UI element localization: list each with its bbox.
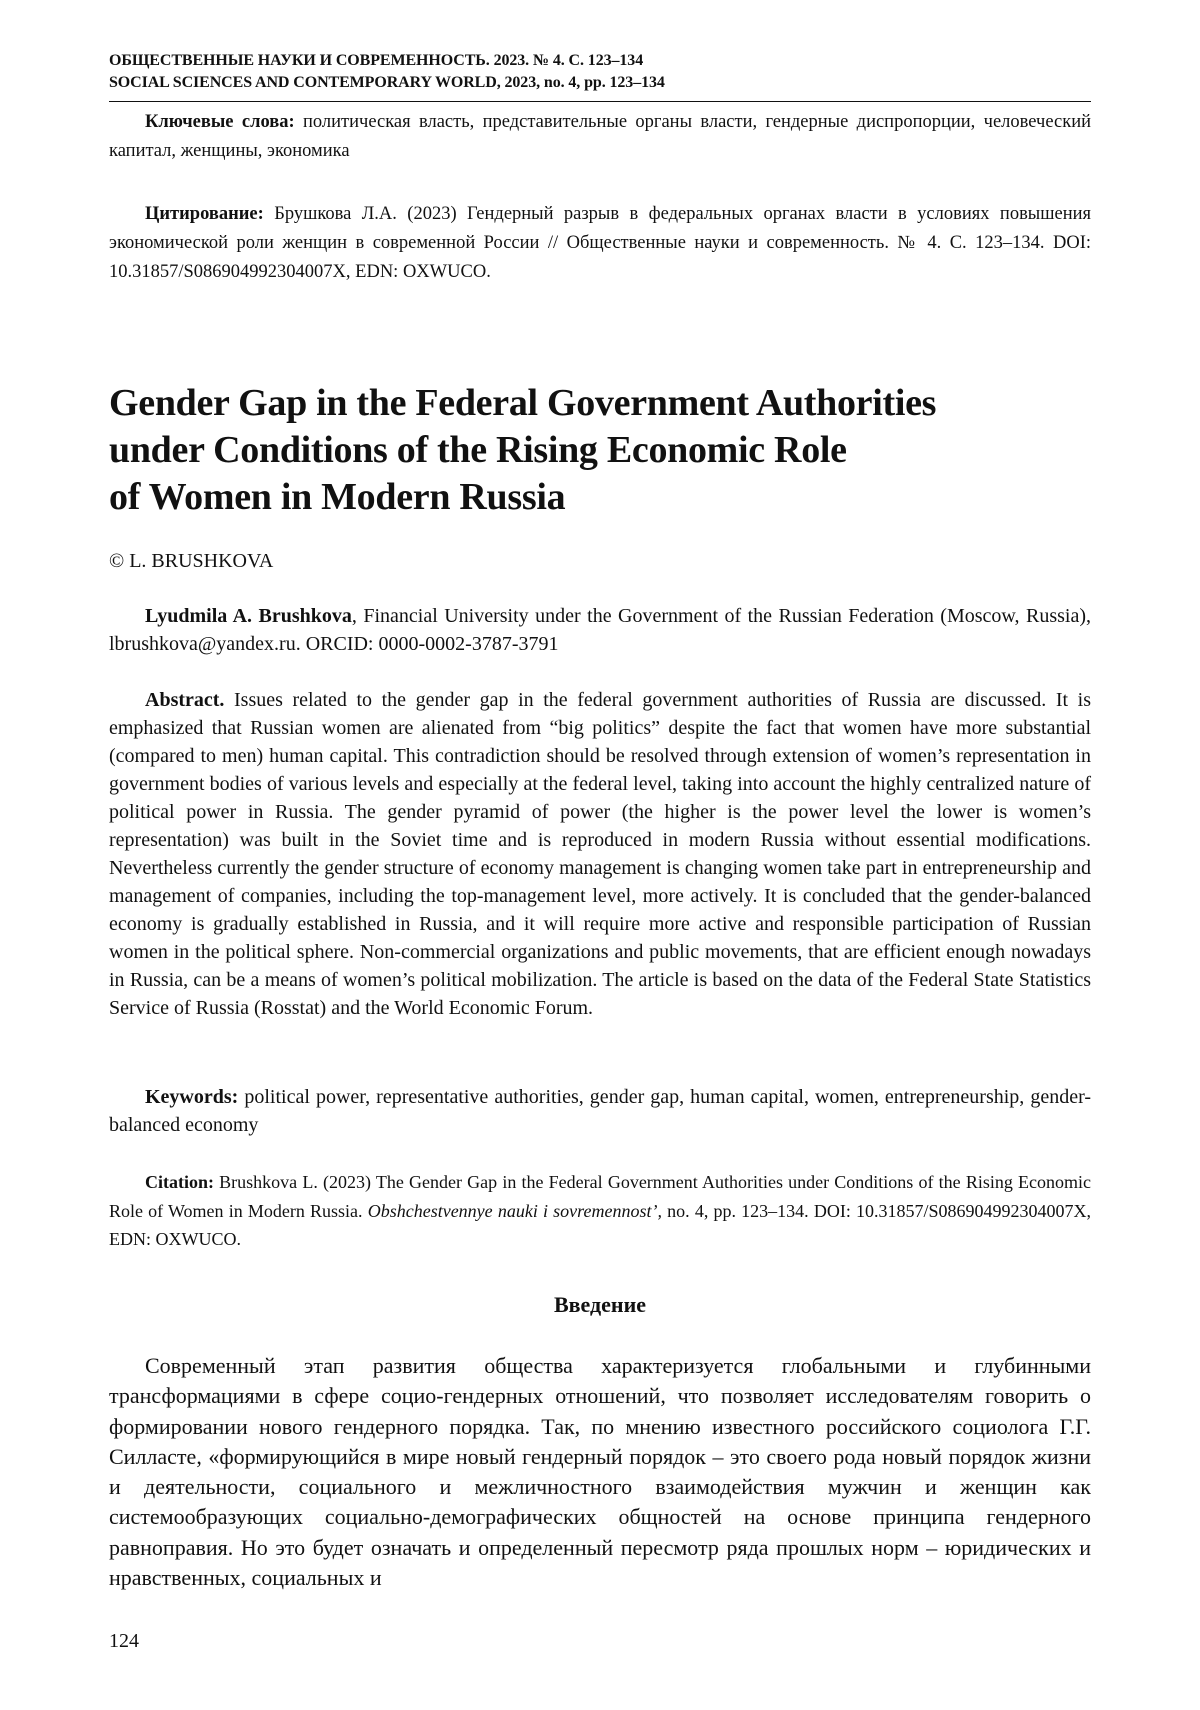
citation-ru-text: Брушкова Л.А. (2023) Гендерный разрыв в федеральных органах власти в условиях повышения экономической роли женщин в современной России // Общественные науки и современность. № 4. С. 123–134. DOI: 10.31857/S086904992304007X, EDN: OXWUCO. (109, 204, 1091, 282)
citation-en-text-before: Brushkova L. (2023) The Gender Gap in the Federal Government Authorities under Conditions of the Rising Economic Role of Women in Modern Russia. (109, 1172, 1091, 1221)
citation-en-text-after: no. 4, pp. 123–134. DOI: 10.31857/S086904992304007X, EDN: OXWUCO. (109, 1200, 1092, 1249)
keywords-en-text: political power, representative authorities, gender gap, human capital, women, entrepreneurship, gender-balanced economy (109, 1086, 1091, 1136)
article-title-line-3: of Women in Modern Russia (109, 476, 566, 518)
keywords-ru-label: Ключевые слова: (145, 112, 295, 132)
citation-ru-label: Цитирование: (145, 204, 264, 224)
citation-ru (109, 200, 1091, 287)
running-header (109, 50, 1091, 94)
keywords-en-label: Keywords: (145, 1086, 239, 1108)
page-number: 124 (109, 1630, 139, 1652)
article-title-line-2: under Conditions of the Rising Economic Role (109, 429, 847, 471)
running-header-ru: ОБЩЕСТВЕННЫЕ НАУКИ И СОВРЕМЕННОСТЬ. 2023. № 4. С. 123–134 (109, 52, 644, 69)
author-affiliation (109, 602, 1091, 658)
keywords-en (109, 1083, 1091, 1139)
keywords-ru (109, 108, 1091, 166)
citation-en-journal: Obshchestvennye nauki i sovremennost’, (367, 1200, 662, 1221)
author-details: , Financial University under the Government of the Russian Federation (Moscow, Russia), lbrushkova@yandex.ru. ORCID: 0000-0002-3787-3791 (109, 605, 1091, 655)
abstract-text: Issues related to the gender gap in the federal government authorities of Russia are discussed. It is emphasized that Russian women are alienated from “big politics” despite the fact that women have more substantial (compared to men) human capital. This contradiction should be resolved through extension of women’s representation in government bodies of various levels and especially at the federal level, taking into account the highly centralized nature of political power in Russia. The gender pyramid of power (the higher is the power level the lower is women’s representation) was built in the Soviet time and is reproduced in modern Russia without essential modifications. Nevertheless currently the gender structure of economy management is changing women take part in entrepreneurship and management of companies, including the top-management level, more actively. It is concluded that the gender-balanced economy is gradually established in Russia, and it will require more active and responsible participation of Russian women in the political sphere. Non-commercial organizations and public movements, that are efficient enough nowadays in Russia, can be a means of women’s political mobilization. The article is based on the data of the Federal State Statistics Service of Russia (Rosstat) and the World Economic Forum. (109, 689, 1091, 1019)
citation-en-label: Citation: (145, 1172, 214, 1192)
section-heading-introduction: Введение (553, 1292, 647, 1317)
keywords-ru-text: политическая власть, представительные органы власти, гендерные диспропорции, человеческий капитал, женщины, экономика (109, 112, 1091, 161)
article-title (109, 380, 1091, 521)
running-header-en: SOCIAL SCIENCES AND CONTEMPORARY WORLD, 2023, no. 4, pp. 123–134 (109, 74, 665, 91)
article-title-line-1: Gender Gap in the Federal Government Authorities (109, 382, 937, 424)
copyright-line: © L. BRUSHKOVA (109, 550, 274, 572)
abstract-label: Abstract. (145, 689, 225, 711)
abstract (109, 686, 1091, 1022)
author-name: Lyudmila A. Brushkova (145, 605, 352, 627)
citation-en (109, 1168, 1091, 1254)
header-divider (109, 101, 1091, 102)
intro-paragraph: Современный этап развития общества характеризуется глобальными и глубинными трансформациями в сфере социо-гендерных отношений, что позволяет исследователям говорить о формировании нового гендерного порядка. Так, по мнению известного российского социолога Г.Г. Силласте, «формирующийся в мире новый гендерный порядок – это своего рода новый порядок жизни и деятельности, социального и межличностного взаимодействия мужчин и женщин как системообразующих социально-демографических общностей на основе принципа гендерного равноправия. Но это будет означать и определенный пересмотр ряда прошлых норм – юридических и нравственных, социальных и (109, 1353, 1091, 1591)
